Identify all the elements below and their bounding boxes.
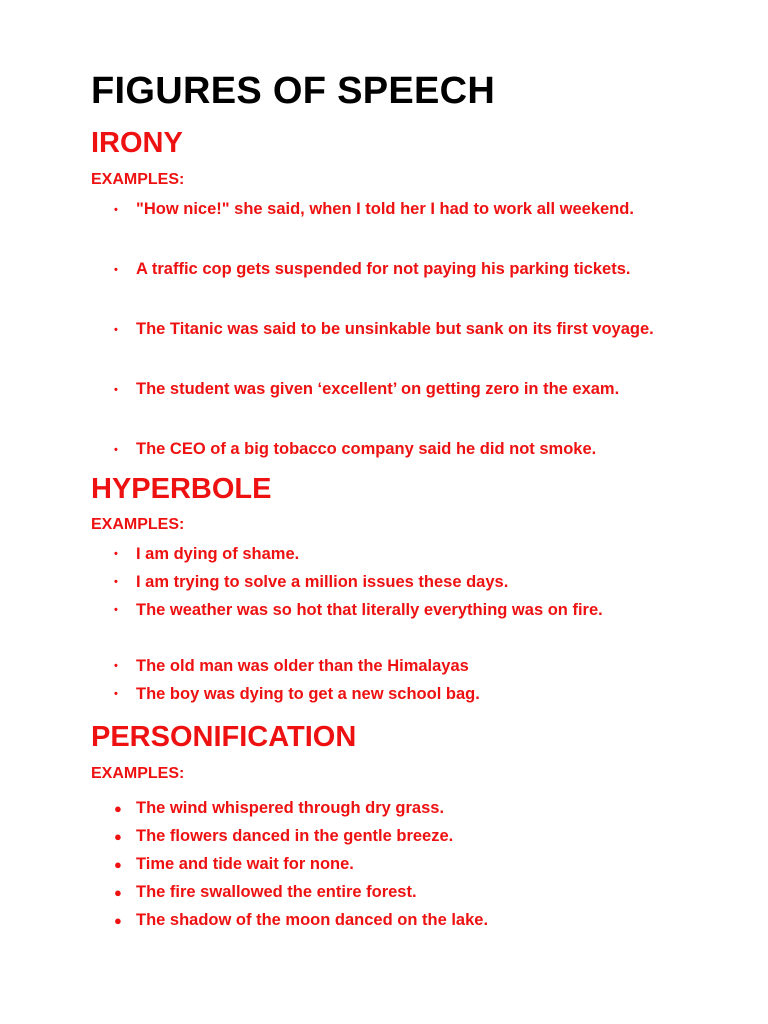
- section-heading-irony: IRONY: [91, 127, 183, 159]
- bullet-icon: ●: [114, 801, 122, 816]
- list-item-text: Time and tide wait for none.: [136, 855, 354, 873]
- list-item-text: The shadow of the moon danced on the lake.: [136, 911, 489, 929]
- list-item-text: The CEO of a big tobacco company said he did not smoke.: [136, 440, 597, 458]
- bullet-icon: •: [114, 384, 118, 396]
- bullet-icon: ●: [114, 829, 122, 844]
- bullet-icon: •: [114, 264, 118, 276]
- examples-label-irony: EXAMPLES:: [91, 171, 185, 188]
- list-item-text: The student was given ‘excellent’ on getting zero in the exam.: [136, 380, 620, 398]
- bullet-icon: •: [114, 576, 118, 588]
- list-item-text: I am dying of shame.: [136, 545, 300, 563]
- bullet-icon: •: [114, 688, 118, 700]
- bullet-icon: •: [114, 548, 118, 560]
- list-item-text: "How nice!" she said, when I told her I had to work all weekend.: [136, 200, 634, 218]
- list-item-text: The Titanic was said to be unsinkable but sank on its first voyage.: [136, 320, 654, 338]
- bullet-icon: ●: [114, 913, 122, 928]
- examples-label-hyperbole: EXAMPLES:: [91, 516, 185, 533]
- bullet-icon: •: [114, 204, 118, 216]
- examples-label-personification: EXAMPLES:: [91, 765, 185, 782]
- list-item-text: The wind whispered through dry grass.: [136, 799, 445, 817]
- bullet-icon: ●: [114, 885, 122, 900]
- section-heading-personification: PERSONIFICATION: [91, 721, 357, 753]
- list-item-text: The boy was dying to get a new school bag.: [136, 685, 480, 703]
- bullet-icon: •: [114, 660, 118, 672]
- list-item-text: The fire swallowed the entire forest.: [136, 883, 417, 901]
- bullet-icon: •: [114, 324, 118, 336]
- list-item-text: The flowers danced in the gentle breeze.: [136, 827, 454, 845]
- bullet-icon: ●: [114, 857, 122, 872]
- page-title: FIGURES OF SPEECH: [91, 70, 496, 112]
- bullet-icon: •: [114, 604, 118, 616]
- list-item-text: I am trying to solve a million issues these days.: [136, 573, 509, 591]
- section-heading-hyperbole: HYPERBOLE: [91, 473, 272, 505]
- list-item-text: A traffic cop gets suspended for not paying his parking tickets.: [136, 260, 631, 278]
- list-item-text: The old man was older than the Himalayas: [136, 657, 469, 675]
- bullet-icon: •: [114, 444, 118, 456]
- list-item-text: The weather was so hot that literally everything was on fire.: [136, 601, 603, 619]
